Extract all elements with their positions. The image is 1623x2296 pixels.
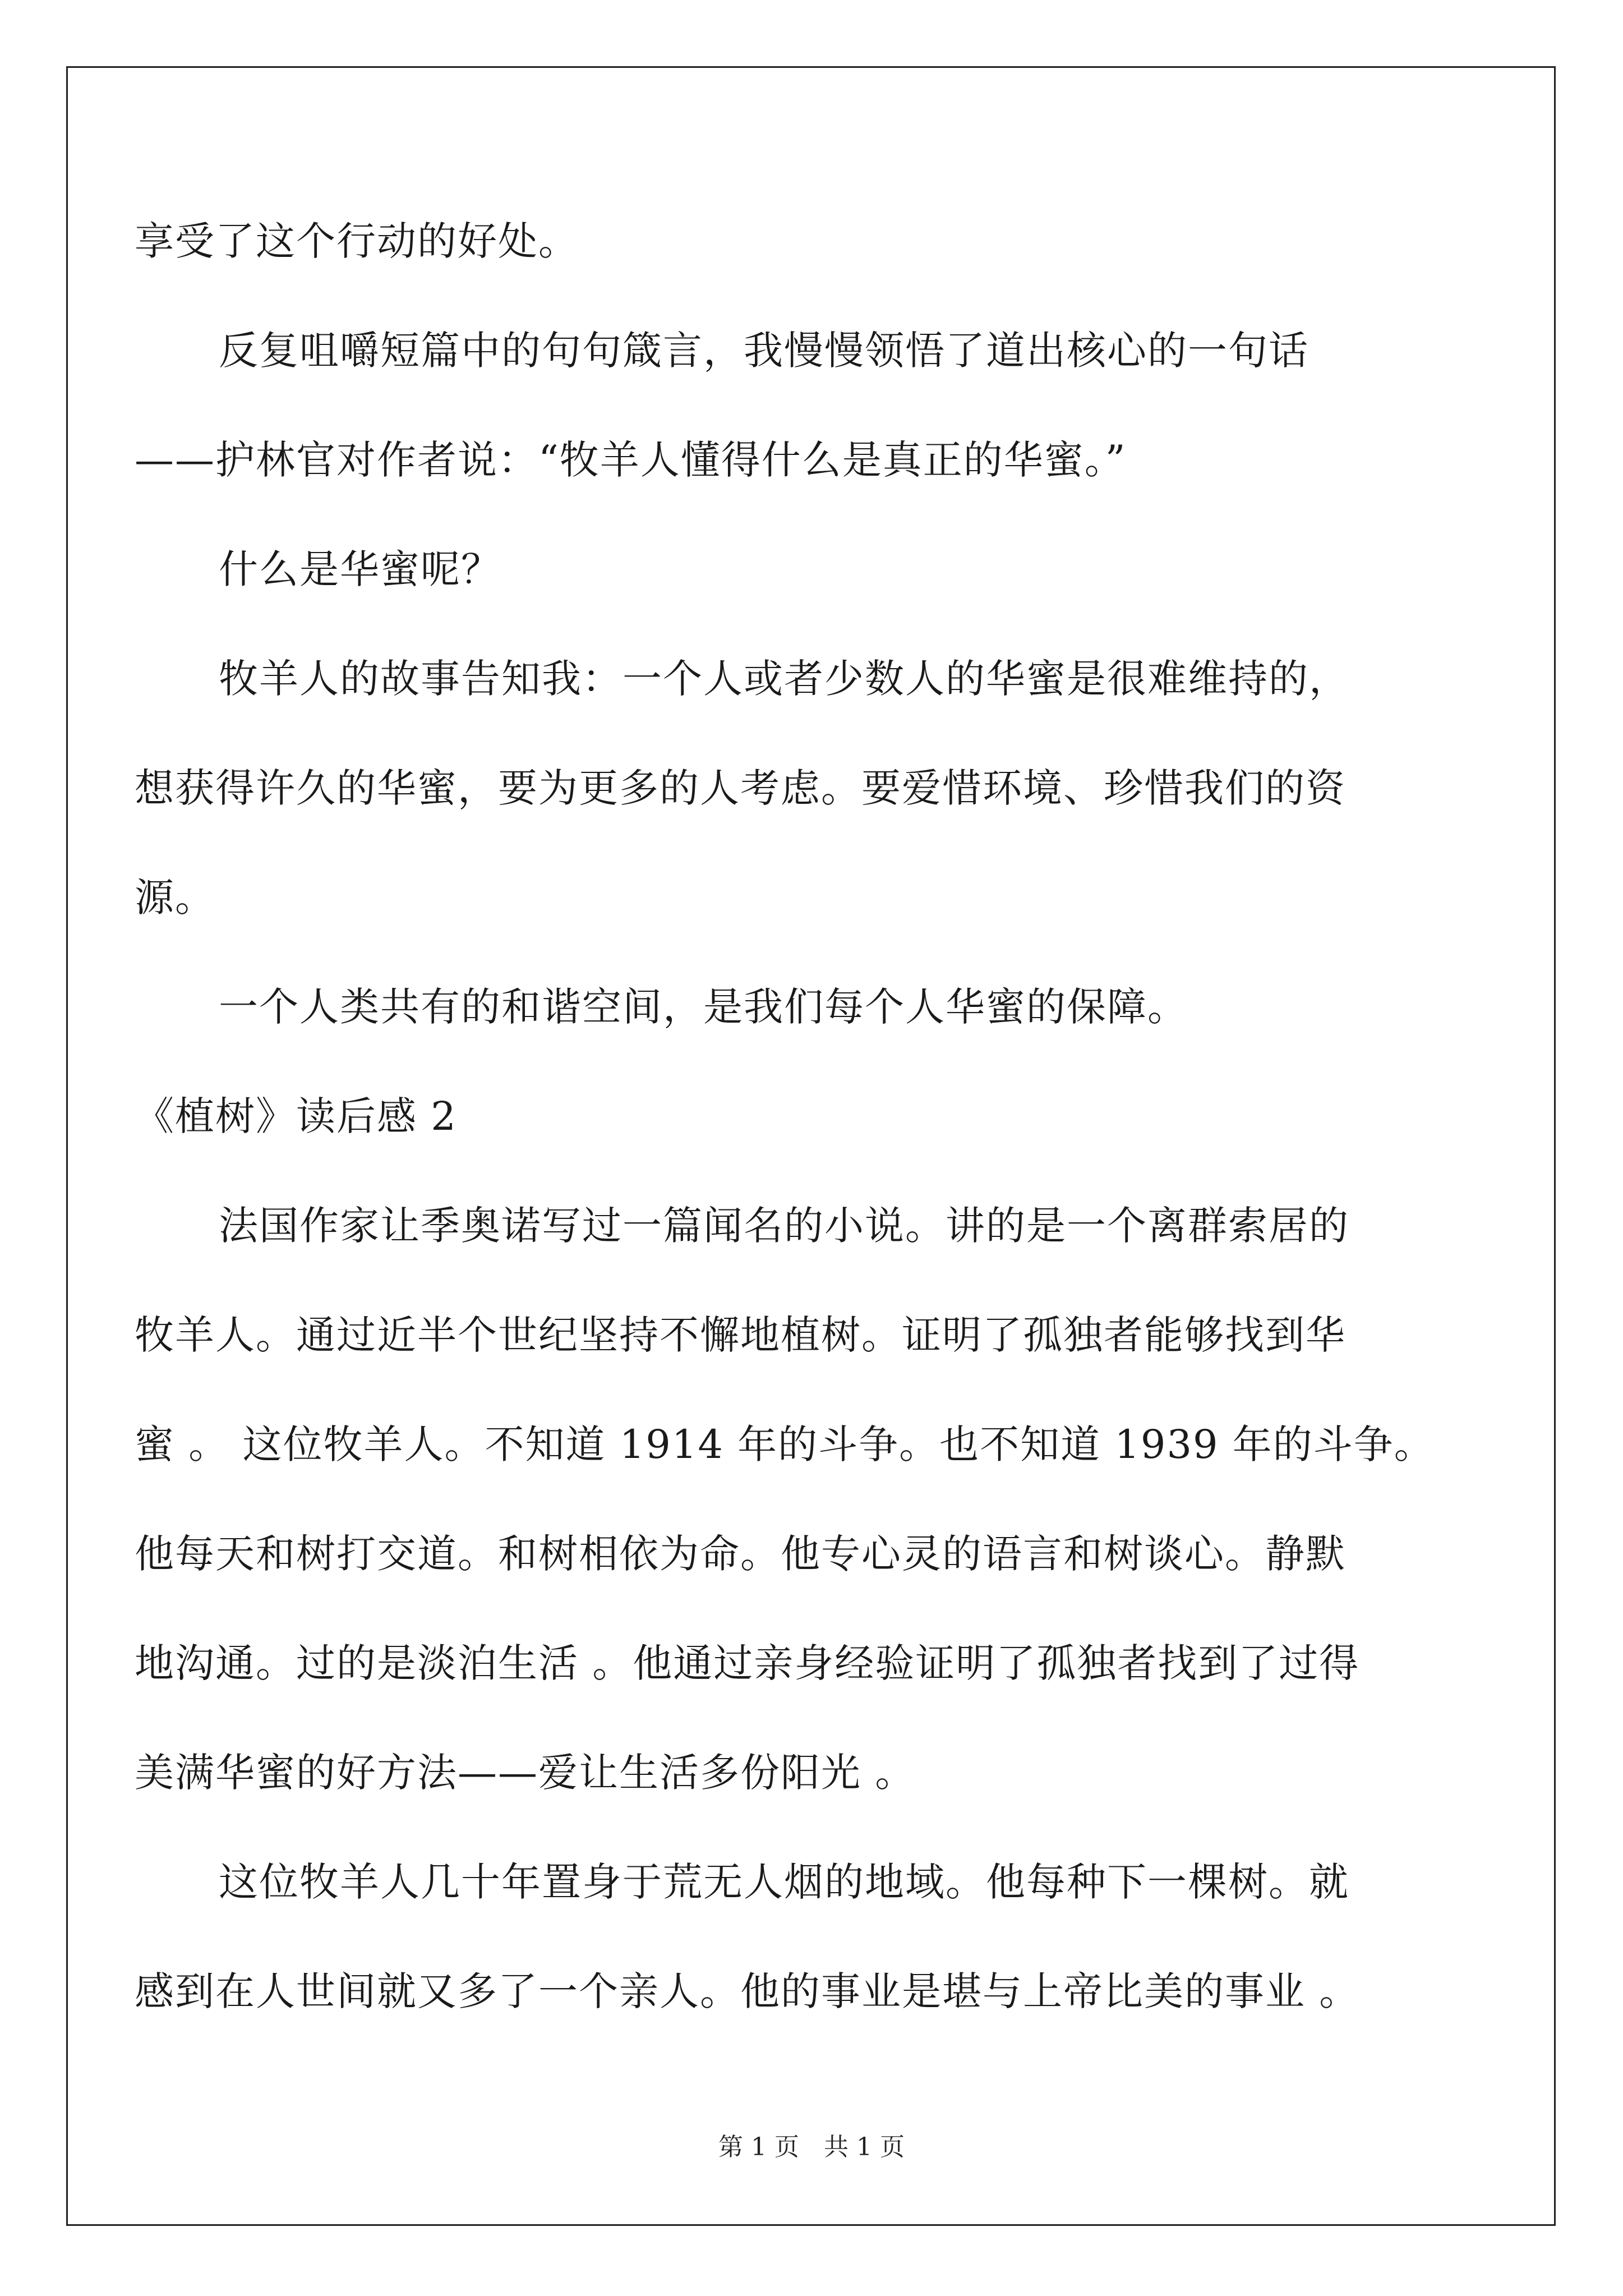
text-line: 什么是华蜜呢？ [219, 546, 501, 592]
text-line: 牧羊人的故事告知我：一个人或者少数人的华蜜是很难维持的， [219, 656, 1349, 702]
text-line: 牧羊人。通过近半个世纪坚持不懈地植树。证明了孤独者能够找到华 [135, 1312, 1346, 1358]
text-line: 蜜 。 这位牧羊人。不知道 1914 年的斗争。也不知道 1939 年的斗争。 [135, 1421, 1435, 1467]
text-line: 源。 [135, 875, 215, 921]
page-footer: 第 1 页 共 1 页 [718, 2133, 905, 2161]
text-line: ——护林官对作者说：“牧羊人懂得什么是真正的华蜜。” [135, 437, 1127, 483]
text-line: 他每天和树打交道。和树相依为命。他专心灵的语言和树谈心。静默 [135, 1531, 1346, 1577]
text-line: 反复咀嚼短篇中的句句箴言，我慢慢领悟了道出核心的一句话 [219, 328, 1309, 374]
text-line: 享受了这个行动的好处。 [135, 218, 579, 264]
text-line: 法国作家让季奥诺写过一篇闻名的小说。讲的是一个离群索居的 [219, 1203, 1349, 1249]
text-line: 感到在人世间就又多了一个亲人。他的事业是堪与上帝比美的事业 。 [135, 1968, 1360, 2014]
text-line: 美满华蜜的好方法——爱让生活多份阳光 。 [135, 1750, 916, 1796]
text-line: 想获得许久的华蜜，要为更多的人考虑。要爱惜环境、珍惜我们的资 [135, 765, 1346, 811]
text-line: 这位牧羊人几十年置身于荒无人烟的地域。他每种下一棵树。就 [219, 1859, 1349, 1905]
section-heading: 《植树》读后感 2 [135, 1093, 457, 1139]
text-line: 地沟通。过的是淡泊生活 。他通过亲身经验证明了孤独者找到了过得 [135, 1640, 1360, 1686]
text-line: 一个人类共有的和谐空间，是我们每个人华蜜的保障。 [219, 984, 1188, 1030]
